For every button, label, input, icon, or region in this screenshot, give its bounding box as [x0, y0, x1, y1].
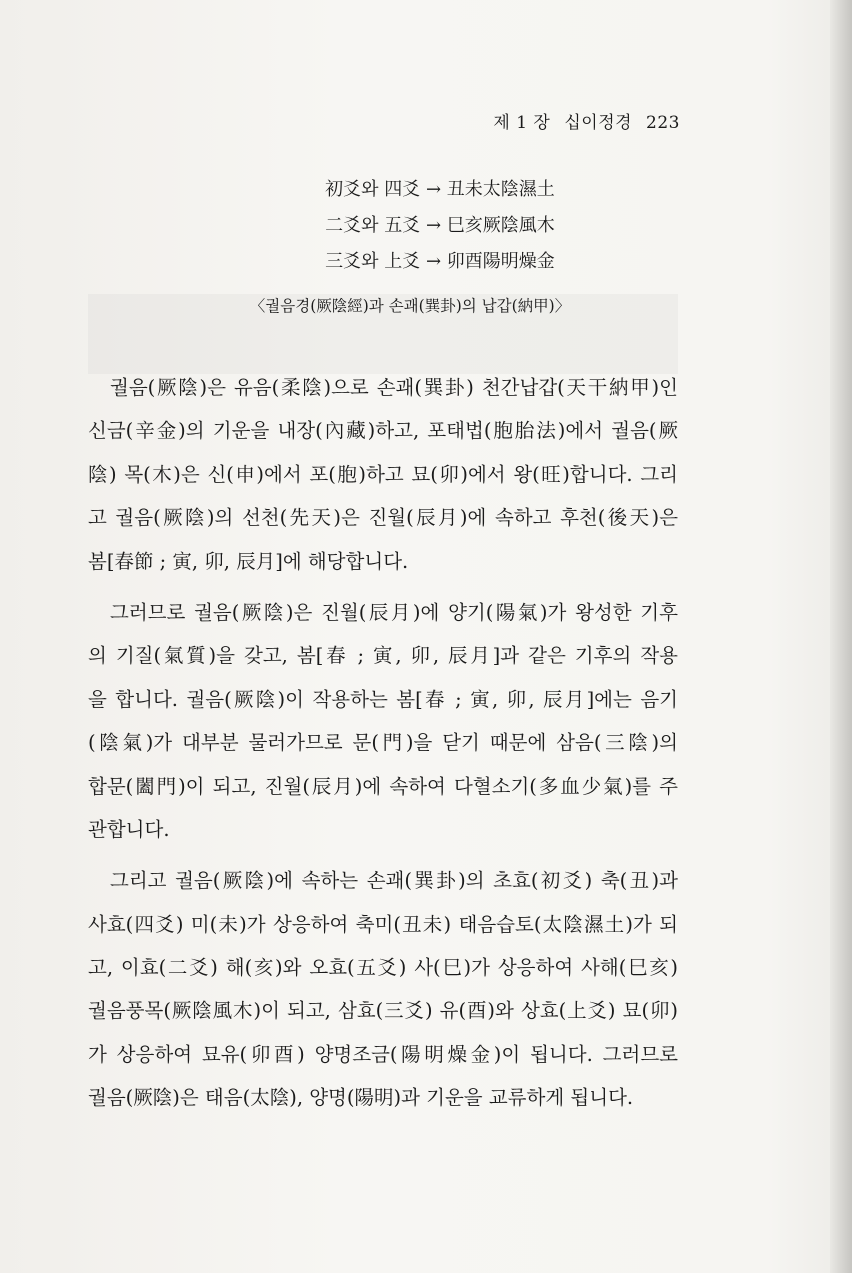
paragraph-2: [88, 591, 678, 851]
text-line: 그러므로 궐음(厥陰)은 진월(辰月)에 양기(陽氣)가 왕성한 기후: [110, 600, 678, 624]
text-line: 의 기질(氣質)을 갖고, 봄[春 ; 寅, 卯, 辰月]과 같은 기후의 작용: [88, 644, 678, 668]
running-head: [300, 108, 680, 133]
text-line: 궐음(厥陰)은 유음(柔陰)으로 손괘(巽卦) 천간납갑(天干納甲)인: [110, 376, 678, 399]
chapter-label: 제 1 장: [493, 113, 551, 133]
text-line: 봄[春節 ; 寅, 卯, 辰月]에 해당합니다.: [88, 549, 409, 573]
text-line: 신금(辛金)의 기운을 내장(內藏)하고, 포태법(胞胎法)에서 궐음(厥: [88, 419, 678, 443]
najia-formula-block: [250, 172, 630, 280]
text-line: 사효(四爻) 미(未)가 상응하여 축미(丑未) 태음습토(太陰濕土)가 되: [88, 912, 678, 936]
text-line: 관합니다.: [88, 817, 170, 841]
formula-line: 初爻와 四爻 → 丑未太陰濕土: [325, 179, 555, 200]
page-number: 223: [646, 113, 680, 133]
formula-line: 二爻와 五爻 → 巳亥厥陰風木: [325, 215, 555, 236]
text-line: 궐음(厥陰)은 태음(太陰), 양명(陽明)과 기운을 교류하게 됩니다.: [88, 1086, 634, 1110]
formula-line: 三爻와 上爻 → 卯酉陽明燥金: [325, 251, 555, 272]
text-line: 고 궐음(厥陰)의 선천(先天)은 진월(辰月)에 속하고 후천(後天)은: [88, 506, 678, 530]
section-label: 십이정경: [564, 113, 633, 133]
text-line: 을 합니다. 궐음(厥陰)이 작용하는 봄[春 ; 寅, 卯, 辰月]에는 음기: [88, 687, 678, 711]
paragraph-3: [88, 859, 678, 1119]
text-line: 가 상응하여 묘유(卯酉) 양명조금(陽明燥金)이 됩니다. 그러므로: [88, 1042, 678, 1066]
paragraph-1: [88, 366, 678, 583]
text-line: 합문(闔門)이 되고, 진월(辰月)에 속하여 다혈소기(多血少氣)를 주: [88, 774, 678, 798]
text-line: 고, 이효(二爻) 해(亥)와 오효(五爻) 사(巳)가 상응하여 사해(巳亥): [88, 956, 678, 980]
figure-caption: 〈궐음경(厥陰經)과 손괘(巽卦)의 납갑(納甲)〉: [249, 297, 571, 315]
page-edge-shadow: [830, 0, 852, 1273]
text-line: 궐음풍목(厥陰風木)이 되고, 삼효(三爻) 유(酉)와 상효(上爻) 묘(卯): [88, 999, 678, 1023]
body-text: [88, 366, 678, 1128]
text-line: 그리고 궐음(厥陰)에 속하는 손괘(巽卦)의 초효(初爻) 축(丑)과: [110, 869, 678, 893]
text-line: 陰) 목(木)은 신(申)에서 포(胞)하고 묘(卯)에서 왕(旺)합니다. 그리: [88, 462, 678, 486]
text-line: (陰氣)가 대부분 물러가므로 문(門)을 닫기 때문에 삼음(三陰)의: [88, 731, 678, 755]
